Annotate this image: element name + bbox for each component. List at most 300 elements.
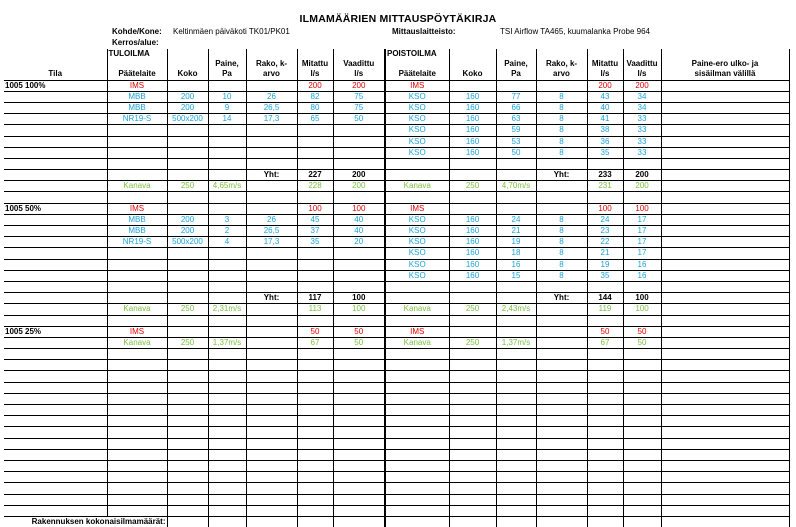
measured-flow-cell: 38: [587, 125, 623, 136]
cell: [167, 438, 208, 449]
header-koko: Koko: [167, 69, 208, 80]
tila-cell: [4, 405, 107, 416]
cell: [385, 315, 449, 326]
tila-cell: [4, 158, 107, 169]
table-row: [4, 226, 789, 237]
paine-ero-cell: [661, 181, 789, 192]
cell: [449, 405, 496, 416]
measured-flow-cell: 200: [587, 80, 623, 91]
required-flow-cell: 50: [333, 337, 385, 348]
pressure-cell: 53: [496, 136, 536, 147]
document-title: ILMAMÄÄRIEN MITTAUSPÖYTÄKIRJA: [299, 13, 497, 25]
header-paatelaite: Päätelaite: [385, 69, 449, 80]
pressure-cell: [496, 203, 536, 214]
size-cell: 160: [449, 136, 496, 147]
table-row: [4, 438, 789, 449]
paine-ero-cell: [661, 259, 789, 270]
cell: [167, 416, 208, 427]
cell: [623, 382, 661, 393]
cell: [661, 315, 789, 326]
size-cell: 160: [449, 91, 496, 102]
terminal-device-cell: KSO: [385, 237, 449, 248]
cell: [496, 158, 536, 169]
cell: [107, 158, 167, 169]
cell: [536, 281, 587, 292]
pressure-cell: 4: [208, 237, 246, 248]
required-flow-cell: 34: [623, 102, 661, 113]
tila-cell: [4, 304, 107, 315]
table-row: [4, 214, 789, 225]
header-pa: Pa: [208, 69, 246, 80]
cell: [587, 427, 623, 438]
k-value-cell: 8: [536, 102, 587, 113]
terminal-device-cell: KSO: [385, 114, 449, 125]
cell: [661, 158, 789, 169]
size-cell: 200: [167, 91, 208, 102]
terminal-device-cell: KSO: [385, 248, 449, 259]
pressure-cell: [496, 326, 536, 337]
measured-flow-cell: 50: [587, 326, 623, 337]
cell: [385, 460, 449, 471]
cell: [385, 393, 449, 404]
cell: [449, 438, 496, 449]
terminal-device-cell: KSO: [385, 136, 449, 147]
kerros-label: Kerros/alue:: [112, 38, 159, 47]
measured-flow-cell: 100: [297, 203, 333, 214]
cell: [333, 158, 385, 169]
required-flow-cell: 50: [623, 326, 661, 337]
measured-flow-cell: [297, 259, 333, 270]
terminal-device-cell: IMS: [107, 203, 167, 214]
paine-ero-cell: [661, 147, 789, 158]
measured-flow-cell: 41: [587, 114, 623, 125]
tila-cell: [4, 293, 107, 304]
cell: [496, 371, 536, 382]
cell: [297, 192, 333, 203]
cell: [623, 158, 661, 169]
cell: [107, 460, 167, 471]
table-row: [4, 460, 789, 471]
paine-ero-cell: [661, 304, 789, 315]
size-cell: 160: [449, 102, 496, 113]
cell: [623, 393, 661, 404]
cell: [333, 472, 385, 483]
cell: [333, 416, 385, 427]
paine-ero-cell: [661, 270, 789, 281]
pressure-cell: 1,37m/s: [208, 337, 246, 348]
cell: [623, 483, 661, 494]
pressure-cell: 2: [208, 226, 246, 237]
size-cell: 500x200: [167, 237, 208, 248]
tila-cell: [4, 460, 107, 471]
header-paine: Paine,: [496, 59, 536, 69]
cell: [167, 192, 208, 203]
required-flow-cell: 34: [623, 91, 661, 102]
terminal-device-cell: KSO: [385, 125, 449, 136]
cell: [536, 315, 587, 326]
total-row: [4, 170, 789, 181]
pressure-cell: [208, 136, 246, 147]
cell: [246, 505, 297, 516]
tila-cell: [4, 281, 107, 292]
table-row: [4, 136, 789, 147]
cell: [333, 382, 385, 393]
tila-cell: [4, 91, 107, 102]
cell: [661, 382, 789, 393]
tila-cell: [4, 136, 107, 147]
cell: [107, 293, 167, 304]
measured-flow-cell: [297, 136, 333, 147]
k-value-cell: [246, 270, 297, 281]
cell: [385, 349, 449, 360]
cell: [587, 516, 623, 527]
cell: [167, 393, 208, 404]
cell: [496, 516, 536, 527]
pressure-cell: [208, 248, 246, 259]
terminal-device-cell: IMS: [107, 80, 167, 91]
pressure-cell: [208, 326, 246, 337]
total-measured: 117: [297, 293, 333, 304]
measured-flow-cell: 67: [587, 337, 623, 348]
terminal-device-cell: [107, 259, 167, 270]
cell: [246, 281, 297, 292]
cell: [587, 371, 623, 382]
header-ls: l/s: [297, 69, 333, 80]
cell: [449, 170, 496, 181]
size-cell: [167, 326, 208, 337]
required-flow-cell: 200: [333, 80, 385, 91]
table-row: [4, 371, 789, 382]
terminal-device-cell: IMS: [107, 326, 167, 337]
cell: [449, 505, 496, 516]
cell: [107, 349, 167, 360]
cell: [587, 472, 623, 483]
k-value-cell: [246, 80, 297, 91]
tila-cell: [4, 114, 107, 125]
cell: [246, 192, 297, 203]
cell: [661, 371, 789, 382]
cell: [167, 170, 208, 181]
size-cell: [449, 203, 496, 214]
cell: [661, 405, 789, 416]
cell: [107, 360, 167, 371]
required-flow-cell: 200: [333, 181, 385, 192]
cell: [385, 483, 449, 494]
cell: [208, 483, 246, 494]
cell: [449, 382, 496, 393]
cell: [246, 405, 297, 416]
cell: [536, 405, 587, 416]
header-koko: Koko: [449, 69, 496, 80]
cell: [246, 393, 297, 404]
paine-ero-cell: [661, 214, 789, 225]
measured-flow-cell: 36: [587, 136, 623, 147]
tila-cell: [4, 237, 107, 248]
cell: [333, 371, 385, 382]
cell: [297, 483, 333, 494]
table-row: [4, 416, 789, 427]
cell: [167, 449, 208, 460]
cell: [385, 360, 449, 371]
cell: [449, 192, 496, 203]
cell: [661, 438, 789, 449]
cell: [297, 360, 333, 371]
table-row: [4, 349, 789, 360]
paine-ero-cell: [661, 91, 789, 102]
cell: [385, 281, 449, 292]
paine-ero-cell: [661, 226, 789, 237]
cell: [661, 505, 789, 516]
cell: [661, 427, 789, 438]
terminal-device-cell: NR19-S: [107, 114, 167, 125]
cell: [246, 416, 297, 427]
cell: [496, 438, 536, 449]
size-cell: 250: [167, 181, 208, 192]
cell: [449, 393, 496, 404]
cell: [107, 393, 167, 404]
cell: [587, 438, 623, 449]
terminal-device-cell: IMS: [385, 203, 449, 214]
duct-row: [4, 181, 789, 192]
cell: [167, 360, 208, 371]
cell: [449, 158, 496, 169]
cell: [496, 472, 536, 483]
pressure-cell: 16: [496, 259, 536, 270]
required-flow-cell: [333, 270, 385, 281]
cell: [385, 472, 449, 483]
cell: [587, 349, 623, 360]
cell: [496, 170, 536, 181]
measured-flow-cell: 45: [297, 214, 333, 225]
measured-flow-cell: 35: [587, 147, 623, 158]
required-flow-cell: 17: [623, 248, 661, 259]
paine-ero-cell: [661, 337, 789, 348]
tila-cell: [4, 102, 107, 113]
cell: [661, 460, 789, 471]
terminal-device-cell: Kanava: [107, 337, 167, 348]
terminal-device-cell: IMS: [385, 80, 449, 91]
measured-flow-cell: 100: [587, 203, 623, 214]
tila-cell: [4, 259, 107, 270]
cell: [496, 349, 536, 360]
measured-flow-cell: [297, 125, 333, 136]
cell: [208, 315, 246, 326]
cell: [208, 516, 246, 527]
size-cell: [167, 259, 208, 270]
header-row-1: [4, 49, 789, 59]
cell: [246, 483, 297, 494]
blank-cell: [449, 59, 496, 69]
paine-ero-cell: [661, 248, 789, 259]
cell: [496, 460, 536, 471]
table-row: [4, 472, 789, 483]
paine-ero-cell: [661, 203, 789, 214]
cell: [661, 449, 789, 460]
cell: [107, 438, 167, 449]
table-row: [4, 91, 789, 102]
paine-ero-cell: [661, 114, 789, 125]
cell: [385, 427, 449, 438]
pressure-cell: [208, 270, 246, 281]
kohde-value: Keltinmäen päiväkoti TK01/PK01: [173, 27, 290, 36]
tila-cell: [4, 170, 107, 181]
terminal-device-cell: KSO: [385, 259, 449, 270]
section-tuloilma: TULOILMA: [107, 49, 167, 59]
size-cell: 500x200: [167, 114, 208, 125]
cell: [449, 416, 496, 427]
cell: [297, 416, 333, 427]
blank-cell: [167, 59, 208, 69]
required-flow-cell: 40: [333, 226, 385, 237]
measured-flow-cell: 80: [297, 102, 333, 113]
blank-cell: [449, 49, 496, 59]
required-flow-cell: 16: [623, 259, 661, 270]
cell: [623, 516, 661, 527]
terminal-device-cell: Kanava: [107, 181, 167, 192]
tila-cell: [4, 427, 107, 438]
paine-ero-cell: [661, 136, 789, 147]
header-vaadittu: Vaadittu: [333, 59, 385, 69]
duct-row: [4, 337, 789, 348]
required-flow-cell: 20: [333, 237, 385, 248]
measured-flow-cell: [297, 248, 333, 259]
k-value-cell: [246, 304, 297, 315]
header-ls: l/s: [333, 69, 385, 80]
measurement-table: [4, 49, 790, 527]
required-flow-cell: [333, 125, 385, 136]
cell: [246, 349, 297, 360]
pressure-cell: [208, 80, 246, 91]
cell: [449, 371, 496, 382]
k-value-cell: [536, 304, 587, 315]
terminal-device-cell: KSO: [385, 270, 449, 281]
blank-cell: [4, 59, 107, 69]
measured-flow-cell: 24: [587, 214, 623, 225]
cell: [385, 192, 449, 203]
k-value-cell: [246, 337, 297, 348]
pressure-cell: 3: [208, 214, 246, 225]
cell: [587, 360, 623, 371]
cell: [333, 315, 385, 326]
cell: [167, 427, 208, 438]
header-ls: l/s: [587, 69, 623, 80]
cell: [385, 170, 449, 181]
cell: [167, 158, 208, 169]
cell: [536, 516, 587, 527]
cell: [246, 449, 297, 460]
required-flow-cell: 50: [333, 114, 385, 125]
total-required: 200: [623, 170, 661, 181]
pressure-cell: 2,31m/s: [208, 304, 246, 315]
cell: [297, 382, 333, 393]
k-value-cell: 8: [536, 270, 587, 281]
measured-flow-cell: 82: [297, 91, 333, 102]
k-value-cell: [246, 125, 297, 136]
blank-cell: [661, 49, 789, 59]
cell: [208, 405, 246, 416]
tila-cell: [4, 214, 107, 225]
blank-cell: [107, 59, 167, 69]
k-value-cell: [536, 337, 587, 348]
k-value-cell: [246, 136, 297, 147]
k-value-cell: 8: [536, 125, 587, 136]
required-flow-cell: 100: [333, 203, 385, 214]
required-flow-cell: 75: [333, 102, 385, 113]
cell: [297, 516, 333, 527]
cell: [587, 405, 623, 416]
cell: [536, 505, 587, 516]
pressure-cell: 21: [496, 226, 536, 237]
size-cell: 200: [167, 102, 208, 113]
size-cell: [167, 147, 208, 158]
measured-flow-cell: 67: [297, 337, 333, 348]
blank-cell: [623, 49, 661, 59]
cell: [333, 393, 385, 404]
blank-cell: [496, 49, 536, 59]
table-row: [4, 147, 789, 158]
tila-cell: 1005 25%: [4, 326, 107, 337]
cell: [297, 438, 333, 449]
cell: [623, 416, 661, 427]
paine-ero-cell: [661, 170, 789, 181]
required-flow-cell: 50: [333, 326, 385, 337]
cell: [385, 158, 449, 169]
cell: [297, 315, 333, 326]
terminal-device-cell: [107, 125, 167, 136]
tila-cell: [4, 315, 107, 326]
cell: [536, 460, 587, 471]
cell: [167, 371, 208, 382]
pressure-cell: 18: [496, 248, 536, 259]
cell: [385, 382, 449, 393]
cell: [208, 427, 246, 438]
cell: [661, 281, 789, 292]
total-row: [4, 293, 789, 304]
section-poistoilma: POISTOILMA: [385, 49, 449, 59]
cell: [107, 505, 167, 516]
terminal-device-cell: [107, 147, 167, 158]
header-tila: Tila: [4, 69, 107, 80]
cell: [536, 158, 587, 169]
measured-flow-cell: 113: [297, 304, 333, 315]
size-cell: 200: [167, 214, 208, 225]
cell: [246, 472, 297, 483]
table-row: [4, 449, 789, 460]
terminal-device-cell: Kanava: [385, 304, 449, 315]
pressure-cell: 2,43m/s: [496, 304, 536, 315]
measured-flow-cell: 40: [587, 102, 623, 113]
cell: [449, 483, 496, 494]
pressure-cell: 19: [496, 237, 536, 248]
size-cell: [167, 270, 208, 281]
measured-flow-cell: 35: [297, 237, 333, 248]
cell: [333, 405, 385, 416]
k-value-cell: [536, 80, 587, 91]
cell: [107, 192, 167, 203]
tila-cell: [4, 416, 107, 427]
size-cell: 160: [449, 147, 496, 158]
cell: [208, 393, 246, 404]
total-label: Yht:: [536, 170, 587, 181]
k-value-cell: 8: [536, 214, 587, 225]
cell: [587, 192, 623, 203]
k-value-cell: 8: [536, 259, 587, 270]
tila-cell: [4, 226, 107, 237]
cell: [536, 438, 587, 449]
measured-flow-cell: 65: [297, 114, 333, 125]
cell: [496, 382, 536, 393]
blank-cell: [297, 49, 333, 59]
